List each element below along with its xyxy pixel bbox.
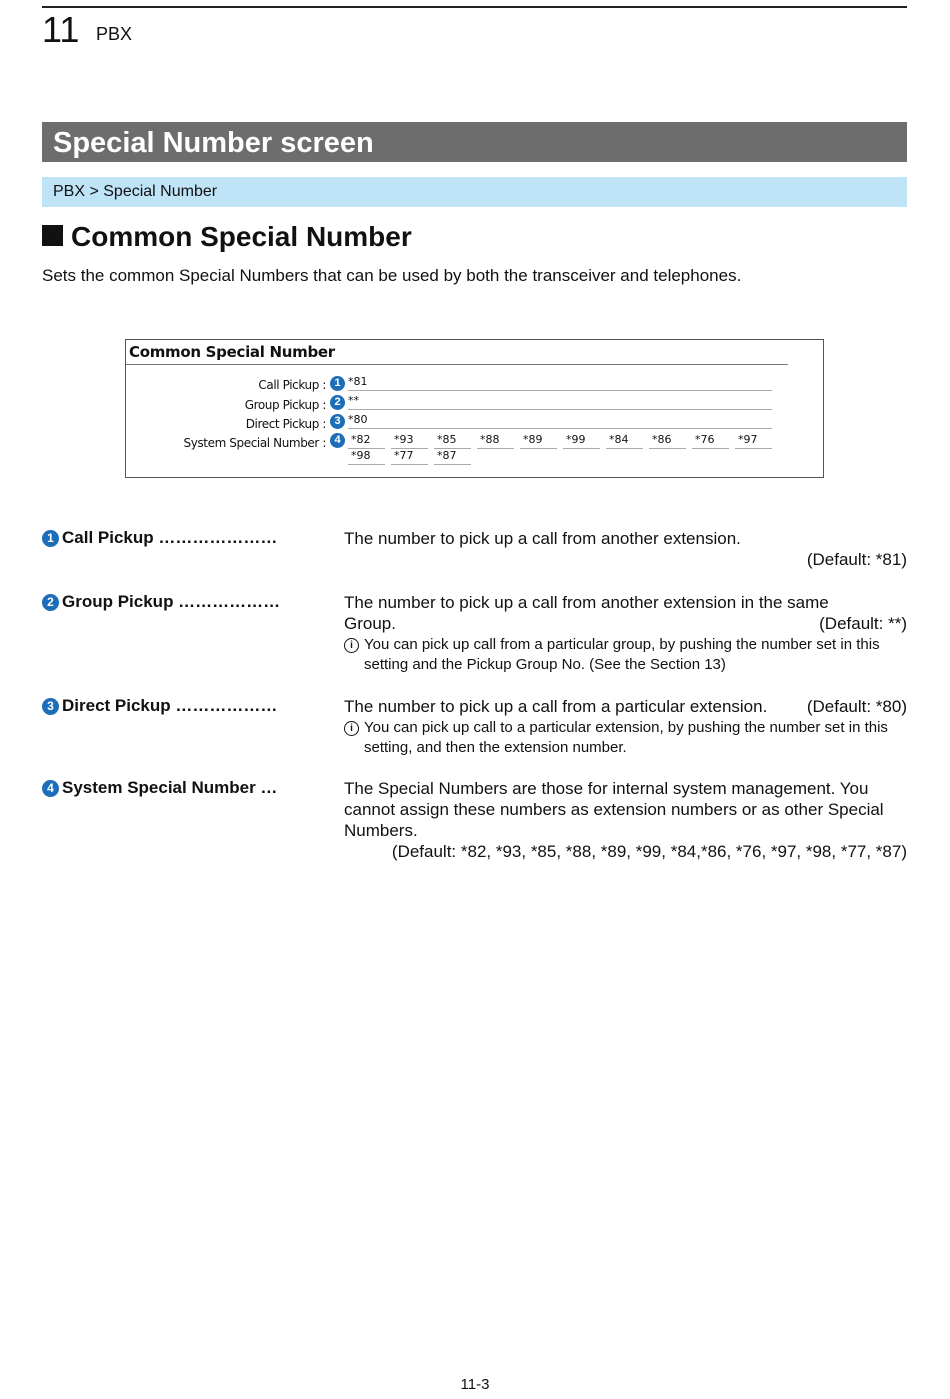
- intro-text: Sets the common Special Numbers that can be used by both the transceiver and telephones.: [42, 266, 742, 285]
- breadcrumb-text: PBX > Special Number: [53, 183, 218, 200]
- system-number-input[interactable]: *82: [348, 433, 385, 449]
- screenshot-rule: [126, 364, 788, 365]
- sub-heading: [42, 220, 412, 254]
- system-number-input[interactable]: *77: [391, 449, 428, 465]
- section-title-bar: [42, 122, 907, 162]
- call-pickup-input[interactable]: *81: [348, 375, 772, 391]
- note-text: You can pick up call to a particular extension, by pushing the number set in this setting, and then the extension number.: [364, 719, 888, 756]
- item-label: Direct Pickup ………………: [62, 696, 278, 715]
- sub-heading-text: Common Special Number: [71, 221, 412, 252]
- square-bullet-icon: [42, 225, 63, 246]
- system-number-input[interactable]: *84: [606, 433, 643, 449]
- item-label: System Special Number …: [62, 778, 278, 797]
- item-label: Group Pickup ………………: [62, 592, 281, 611]
- group-pickup-input[interactable]: **: [348, 394, 772, 410]
- item-label: Call Pickup …………………: [62, 528, 278, 547]
- settings-screenshot: [125, 339, 824, 478]
- item-number-badge: 3: [42, 698, 59, 715]
- screenshot-title: Common Special Number: [129, 343, 335, 361]
- top-rule: [42, 6, 907, 8]
- item-number-badge: 2: [42, 594, 59, 611]
- system-special-number-label: System Special Number :: [183, 436, 326, 450]
- default-value: (Default: *82, *93, *85, *88, *89, *99, *84,*86, *76, *97, *98, *77, *87): [391, 842, 907, 861]
- description-row: [344, 696, 907, 717]
- system-number-input[interactable]: *93: [391, 433, 428, 449]
- default-value: (Default: *81): [806, 550, 907, 569]
- description-text: The number to pick up a call from another extension.: [344, 529, 741, 548]
- note: [344, 635, 907, 675]
- chapter-name: PBX: [96, 24, 133, 44]
- description-text: The number to pick up a call from a particular extension.: [344, 697, 768, 716]
- direct-pickup-label: Direct Pickup :: [245, 417, 326, 431]
- page-number: 11-3: [460, 1376, 490, 1393]
- system-number-input[interactable]: *76: [692, 433, 729, 449]
- note-text: You can pick up call from a particular group, by pushing the number set in this setting and the Pickup Group No. (See the Section 13): [364, 636, 880, 673]
- marker-4: 4: [330, 433, 345, 448]
- item-description: [344, 778, 907, 862]
- system-number-input[interactable]: *86: [649, 433, 686, 449]
- description-text: The number to pick up a call from another extension in the same: [344, 593, 829, 612]
- system-number-input[interactable]: *89: [520, 433, 557, 449]
- item-description: [344, 528, 907, 570]
- chapter-number: 11: [42, 9, 80, 50]
- default-value: (Default: **): [819, 614, 907, 633]
- item-description: [344, 592, 907, 675]
- marker-2: 2: [330, 395, 345, 410]
- description-text: The Special Numbers are those for internal system management. You cannot assign these numbers as extension numbers or as other Special Numbers.: [344, 779, 884, 840]
- section-title: Special Number screen: [53, 127, 374, 159]
- call-pickup-label: Call Pickup :: [258, 378, 326, 392]
- system-number-input[interactable]: *98: [348, 449, 385, 465]
- info-icon: i: [344, 721, 359, 736]
- item-number-badge: 1: [42, 530, 59, 547]
- group-pickup-label: Group Pickup :: [244, 398, 326, 412]
- direct-pickup-input[interactable]: *80: [348, 413, 772, 429]
- system-number-input[interactable]: *85: [434, 433, 471, 449]
- item-description: [344, 696, 907, 758]
- default-value: (Default: *80): [806, 697, 907, 716]
- item-number-badge: 4: [42, 780, 59, 797]
- marker-1: 1: [330, 376, 345, 391]
- note: [344, 718, 907, 758]
- marker-3: 3: [330, 414, 345, 429]
- system-number-input[interactable]: *97: [735, 433, 772, 449]
- description-row: [344, 613, 907, 634]
- system-number-input[interactable]: *88: [477, 433, 514, 449]
- system-number-input[interactable]: *99: [563, 433, 600, 449]
- system-number-input[interactable]: *87: [434, 449, 471, 465]
- info-icon: i: [344, 638, 359, 653]
- description-text-cont: Group.: [344, 614, 396, 633]
- breadcrumb: [42, 177, 907, 207]
